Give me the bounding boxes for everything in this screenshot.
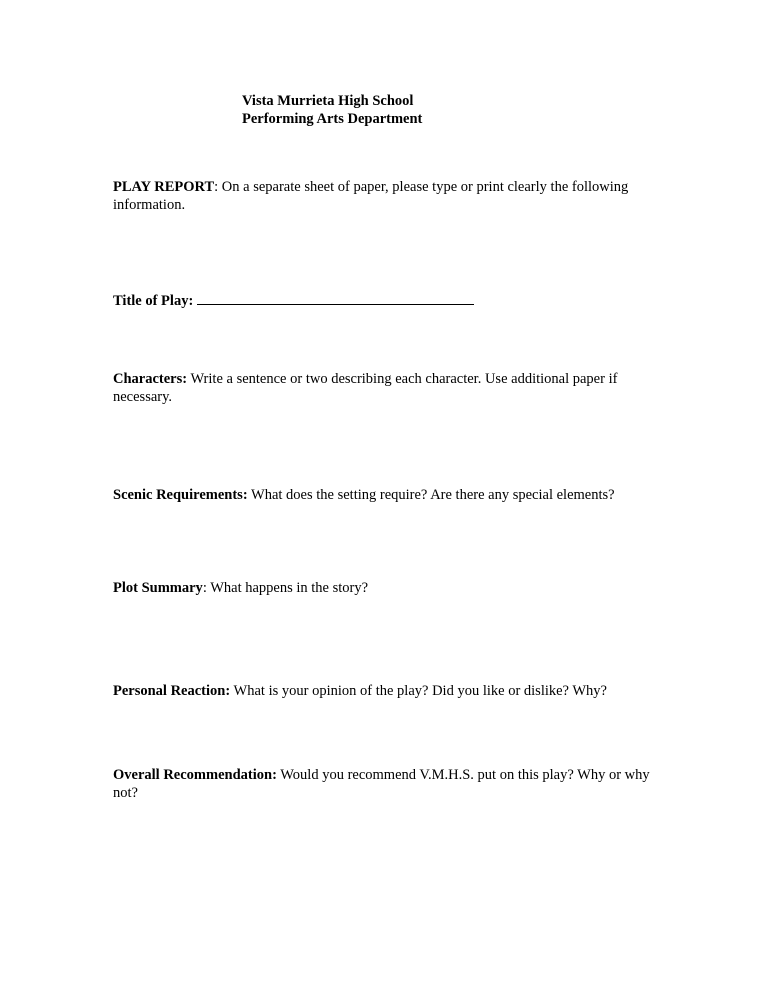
personal-reaction-text: What is your opinion of the play? Did you like or dislike? Why?: [230, 683, 607, 699]
personal-reaction-label: Personal Reaction:: [113, 683, 231, 699]
scenic-requirements-text: What does the setting require? Are there any special elements?: [247, 487, 615, 503]
department-name: Performing Arts Department: [242, 111, 423, 127]
play-report-label: PLAY REPORT: [113, 179, 215, 195]
title-of-play-blank-line: [197, 290, 474, 305]
document-header: [242, 92, 422, 128]
plot-summary-text: : What happens in the story?: [202, 580, 369, 596]
scenic-requirements-label: Scenic Requirements:: [113, 487, 248, 503]
personal-reaction-section: [113, 682, 658, 700]
school-name: Vista Murrieta High School: [242, 93, 414, 109]
overall-recommendation-text: Would you recommend V.M.H.S. put on this play? Why or why not?: [113, 767, 650, 801]
characters-label: Characters:: [113, 371, 188, 387]
characters-text: Write a sentence or two describing each character. Use additional paper if necessary.: [113, 371, 618, 405]
overall-recommendation-label: Overall Recommendation:: [113, 767, 277, 783]
play-report-instructions: [113, 178, 658, 214]
title-of-play-label: Title of Play:: [113, 293, 194, 309]
scenic-requirements-section: [113, 486, 658, 504]
plot-summary-label: Plot Summary: [113, 580, 203, 596]
title-of-play-section: [113, 290, 658, 310]
plot-summary-section: [113, 579, 658, 597]
play-report-text: : On a separate sheet of paper, please type or print clearly the following information.: [113, 179, 629, 213]
characters-section: [113, 370, 658, 406]
overall-recommendation-section: [113, 766, 658, 802]
